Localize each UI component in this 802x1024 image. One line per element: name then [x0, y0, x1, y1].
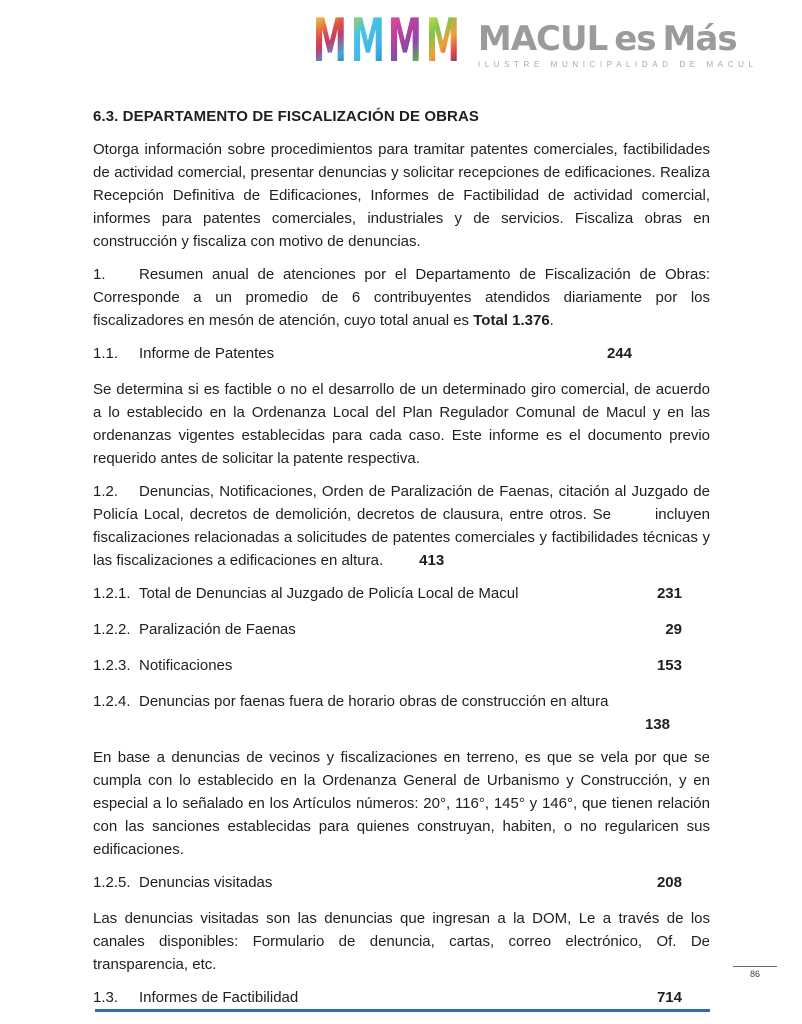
dom-paragraph: Las denuncias visitadas son las denuncias que ingresan a la DOM, Le a través de los canales disponibles: Formulario de denuncia, cartas, correo electrónico, Of. De transparencia, etc.: [93, 910, 710, 973]
section-heading: 6.3. DEPARTAMENTO DE FISCALIZACIÓN DE OBRAS: [93, 108, 479, 125]
document-content: [93, 105, 710, 1022]
list-item-1-2-5: [93, 871, 710, 894]
item-1-2-4-label: Denuncias por faenas fuera de horario obras de construcción en altura: [139, 693, 609, 710]
list-item-1-1: [93, 342, 710, 365]
item-1-2-value: 413: [419, 552, 445, 569]
logo-letter-m-3: M: [388, 6, 423, 76]
macul-monogram: [311, 6, 462, 76]
item-1-2-text-a: Denuncias, Notificaciones, Orden de Paralización de Faenas, citación al Juzgado de Policía Local, decretos de demolición, decretos de clausura, entre otros. Se: [93, 483, 710, 523]
wordmark-mas: Más: [662, 19, 737, 59]
item-1-2-2-value: 29: [665, 621, 682, 638]
item-1-2-5-number: 1.2.5.: [93, 874, 131, 891]
item-1-2-4-value: 138: [644, 716, 670, 733]
wordmark-macul: MACUL: [477, 19, 608, 59]
item-1-2-3-number: 1.2.3.: [93, 657, 131, 674]
list-item-1-2-3: [93, 654, 710, 677]
logo-wordmark-block: [478, 13, 758, 69]
item-1-1-value: 244: [606, 345, 632, 362]
item-1-2-number: 1.2.: [93, 483, 119, 500]
municipality-logo: [311, 6, 758, 76]
item-1-paragraph: [93, 263, 710, 332]
item-1-text-end: .: [549, 312, 554, 329]
footer-blue-rule: [95, 1009, 710, 1012]
item-1-2-3-label: Notificaciones: [139, 657, 233, 674]
item-1-2-3-value: 153: [656, 657, 682, 674]
item-1-2-2-label: Paralización de Faenas: [139, 621, 296, 638]
item-1-1-number: 1.1.: [93, 345, 119, 362]
item-1-1-description: Se determina si es factible o no el desarrollo de un determinado giro comercial, de acuerdo a lo establecido en la Ordenanza Local del Plan Regulador Comunal de Macul y en las ordenanzas vigentes establecidas para cada caso. Este informe es el documento previo requerido antes de solicitar la patente respectiva.: [93, 381, 710, 467]
intro-paragraph: Otorga información sobre procedimientos para tramitar patentes comerciales, factibilidades de actividad comercial, presentar denuncias y solicitar recepciones de edificaciones. Realiza Recepción Definitiva de Edificaciones, Informes de Factibilidad de actividad comercial, informes para patentes comerciales, industriales y de servicios. Fiscaliza obras en construcción y fiscaliza con motivo de denuncias.: [93, 141, 710, 250]
list-item-1-2-2: [93, 618, 710, 641]
item-1-2-1-number: 1.2.1.: [93, 585, 131, 602]
item-1-total: Total 1.376: [473, 312, 550, 329]
logo-letter-m-4: M: [425, 6, 461, 76]
page-number: 86: [749, 969, 760, 979]
item-1-2-5-value: 208: [656, 874, 682, 891]
vecinos-paragraph: En base a denuncias de vecinos y fiscalizaciones en terreno, es que se vela por que se cumpla con lo establecido en la Ordenanza General de Urbanismo y Construcción, y en especial a lo señalado en los Artículos números: 20°, 116°, 145° y 146°, que tienen relación con las sanciones establecidas para quienes construyan, habiten, o no regularicen sus edificaciones.: [93, 749, 710, 858]
item-1-2-text-b: incluyen fiscalizaciones relacionadas a solicitudes de patentes comerciales y factibilidades técnicas y las fiscalizaciones a edificaciones en altura.: [93, 506, 710, 569]
logo-wordmark: [477, 19, 758, 59]
item-1-number: 1.: [93, 266, 106, 283]
item-1-text: Resumen anual de atenciones por el Departamento de Fiscalización de Obras: Corresponde a un promedio de 6 contribuyentes atendidos diariamente por los fiscalizadores en mesón de atención, cuyo total anual es: [93, 266, 710, 329]
logo-tagline: ILUSTRE MUNICIPALIDAD DE MACUL: [477, 60, 758, 69]
wordmark-es: es: [614, 19, 656, 59]
list-item-1-3: [93, 986, 710, 1009]
item-1-1-label: Informe de Patentes: [139, 345, 275, 362]
item-1-3-number: 1.3.: [93, 989, 119, 1006]
item-1-2-4-number: 1.2.4.: [93, 693, 131, 710]
list-item-1-2-1: [93, 582, 710, 605]
item-1-2-5-label: Denuncias visitadas: [139, 874, 273, 891]
item-1-2-1-value: 231: [656, 585, 682, 602]
logo-letter-m-2: M: [350, 6, 385, 76]
list-item-1-2-4: [93, 690, 710, 736]
item-1-2-2-number: 1.2.2.: [93, 621, 131, 638]
page-number-rule: [733, 966, 777, 967]
item-1-3-value: 714: [656, 989, 682, 1006]
item-1-3-label: Informes de Factibilidad: [139, 989, 299, 1006]
logo-letter-m-1: M: [312, 6, 347, 76]
item-1-2-paragraph: [93, 480, 710, 572]
page-number-block: [733, 966, 777, 979]
item-1-2-1-label: Total de Denuncias al Juzgado de Policía Local de Macul: [139, 585, 519, 602]
